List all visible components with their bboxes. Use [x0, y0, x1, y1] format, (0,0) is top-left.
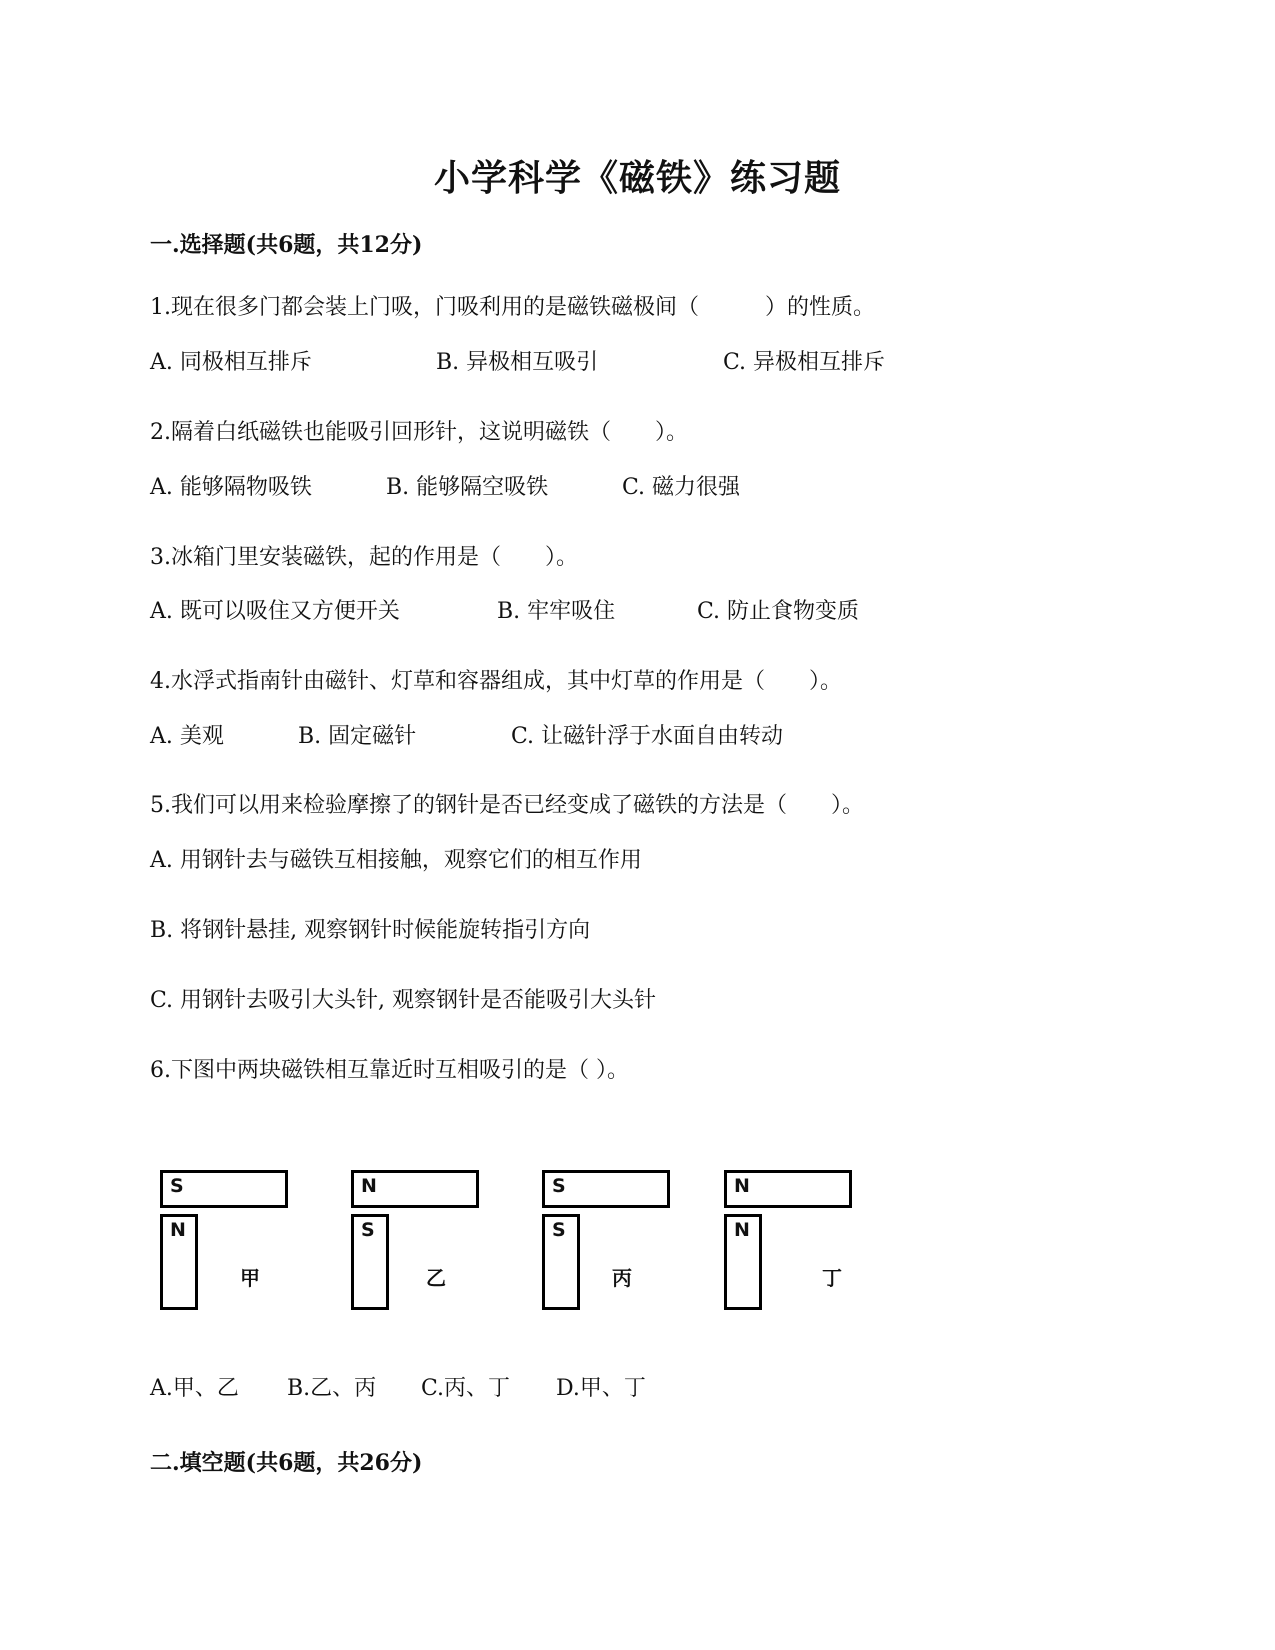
q2-option-c: C. 磁力很强: [622, 475, 741, 500]
bar-magnet-horizontal: [724, 1170, 852, 1208]
bar-magnet-vertical: [724, 1214, 762, 1310]
bar-magnet-vertical: [160, 1214, 198, 1310]
q6-option-b: B.乙、丙: [287, 1376, 377, 1401]
q3-option-c: C. 防止食物变质: [697, 599, 860, 624]
magnet-pole-label: N: [361, 1175, 377, 1197]
q4-option-c: C. 让磁针浮于水面自由转动: [511, 724, 784, 749]
q5-option-c: C. 用钢针去吸引大头针, 观察钢针是否能吸引大头针: [150, 988, 657, 1013]
figure-label: 丁: [822, 1266, 842, 1290]
q1-option-a: A. 同极相互排斥: [150, 350, 312, 375]
bar-magnet-horizontal: [351, 1170, 479, 1208]
q6-option-d: D.甲、丁: [556, 1376, 646, 1401]
q1-option-c: C. 异极相互排斥: [723, 350, 886, 375]
q1-option-b: B. 异极相互吸引: [436, 350, 599, 375]
q6-option-c: C.丙、丁: [421, 1376, 511, 1401]
magnet-pole-label: S: [361, 1219, 375, 1241]
q4-option-b: B. 固定磁针: [298, 724, 417, 749]
magnet-pole-label: N: [734, 1175, 750, 1197]
bar-magnet-horizontal: [542, 1170, 670, 1208]
question-2: 2.隔着白纸磁铁也能吸引回形针，这说明磁铁（ ）。: [150, 420, 688, 445]
page-title: 小学科学《磁铁》练习题: [433, 157, 841, 199]
q2-option-b: B. 能够隔空吸铁: [386, 475, 549, 500]
question-4: 4.水浮式指南针由磁针、灯草和容器组成，其中灯草的作用是（ ）。: [150, 669, 842, 694]
figure-label: 丙: [612, 1266, 632, 1290]
q3-option-a: A. 既可以吸住又方便开关: [150, 599, 400, 624]
question-5: 5.我们可以用来检验摩擦了的钢针是否已经变成了磁铁的方法是（ ）。: [150, 793, 864, 818]
bar-magnet-horizontal: [160, 1170, 288, 1208]
question-6: 6.下图中两块磁铁相互靠近时互相吸引的是（ ）。: [150, 1058, 629, 1083]
q5-option-a: A. 用钢针去与磁铁互相接触，观察它们的相互作用: [150, 848, 642, 873]
q5-option-b: B. 将钢针悬挂, 观察钢针时候能旋转指引方向: [150, 918, 591, 943]
figure-label: 甲: [240, 1266, 260, 1290]
section-heading-fill-in: 二.填空题(共6题，共26分): [150, 1450, 423, 1476]
q6-option-a: A.甲、乙: [150, 1376, 239, 1401]
question-3: 3.冰箱门里安装磁铁，起的作用是（ ）。: [150, 545, 578, 570]
q3-option-b: B. 牢牢吸住: [497, 599, 616, 624]
magnet-pole-label: S: [552, 1175, 566, 1197]
bar-magnet-vertical: [351, 1214, 389, 1310]
magnet-pole-label: N: [170, 1219, 186, 1241]
q4-option-a: A. 美观: [150, 724, 224, 749]
question-1: 1.现在很多门都会装上门吸，门吸利用的是磁铁磁极间（ ）的性质。: [150, 295, 875, 320]
magnet-pole-label: S: [170, 1175, 184, 1197]
q2-option-a: A. 能够隔物吸铁: [150, 475, 312, 500]
bar-magnet-vertical: [542, 1214, 580, 1310]
figure-label: 乙: [426, 1266, 446, 1290]
magnet-pole-label: S: [552, 1219, 566, 1241]
magnet-pole-label: N: [734, 1219, 750, 1241]
section-heading-choice: 一.选择题(共6题，共12分): [150, 232, 423, 258]
